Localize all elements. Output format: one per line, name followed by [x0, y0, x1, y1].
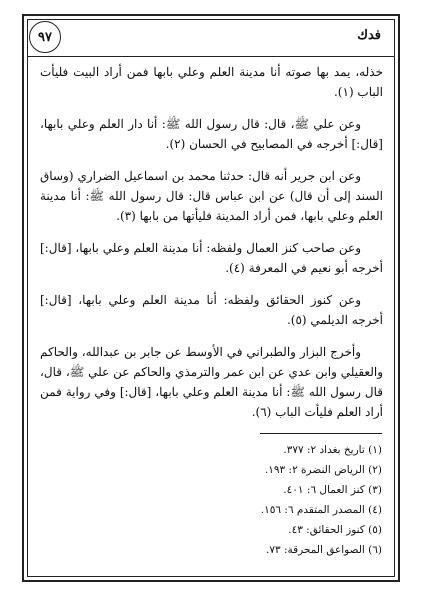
paragraph: وأخرج البزار والطبراني في الأوسط عن جابر بن عبدالله، والحاكم والعقيلي وابن عدي عن ابن عمر والترمذي والحاكم عن علي ﷺ، قال، قال رسول الله ﷺ: أنا مدينة العلم وعلي بابها، [قال:] وفي رواية فمن أراد العلم فليأت الباب (٦). — [40, 345, 383, 419]
paragraph: وعن ابن جرير أنه قال: حدثنا محمد بن اسماعيل الضراري (وساق السند إلى أن قال) عن ابن عباس قال: قال رسول الله ﷺ: أنا مدينة العلم وعلي بابها، فمن أراد المدينة فليأتها من بابها (٣). — [40, 169, 383, 223]
footnote: (١) تاريخ بغداد ٢: ٣٧٧. — [283, 444, 382, 456]
paragraph: وعن علي ﷺ، قال: قال رسول الله ﷺ: أنا دار العلم وعلي بابها، [قال:] أخرجه في المصابيح في الحسان (٢). — [40, 117, 383, 151]
footnote: (٣) كنز العمال ٦: ٤٠١. — [283, 484, 382, 496]
footnote: (٢) الرياض النضرة ٢: ١٩٣. — [264, 464, 382, 476]
main-text — [40, 62, 383, 434]
footnotes — [82, 440, 382, 560]
page-number-badge — [29, 21, 61, 53]
footnote-divider — [260, 433, 382, 434]
footnote: (٦) الصواعق المحرقة: ٧٣. — [265, 544, 382, 556]
footnote: (٤) المصدر المتقدم ٦: ١٥٦. — [260, 504, 382, 516]
page-header — [27, 19, 395, 57]
paragraph: وعن صاحب كنز العمال ولفظه: أنا مدينة العلم وعلي بابها، [قال:] أخرجه أبو نعيم في المعرفة (٤). — [40, 241, 383, 275]
footnote: (٥) كنوز الحقائق: ٤٣. — [288, 524, 382, 536]
paragraph: وعن كنوز الحقائق ولفظه: أنا مدينة العلم وعلي بابها، [قال:] أخرجه الديلمي (٥). — [40, 293, 383, 327]
page-number: ٩٧ — [38, 29, 52, 45]
paragraph: خذله، يمد بها صوته أنا مدينة العلم وعلي بابها فمن أراد البيت فليأت الباب (١). — [40, 65, 383, 99]
running-head: فدك — [357, 28, 381, 43]
